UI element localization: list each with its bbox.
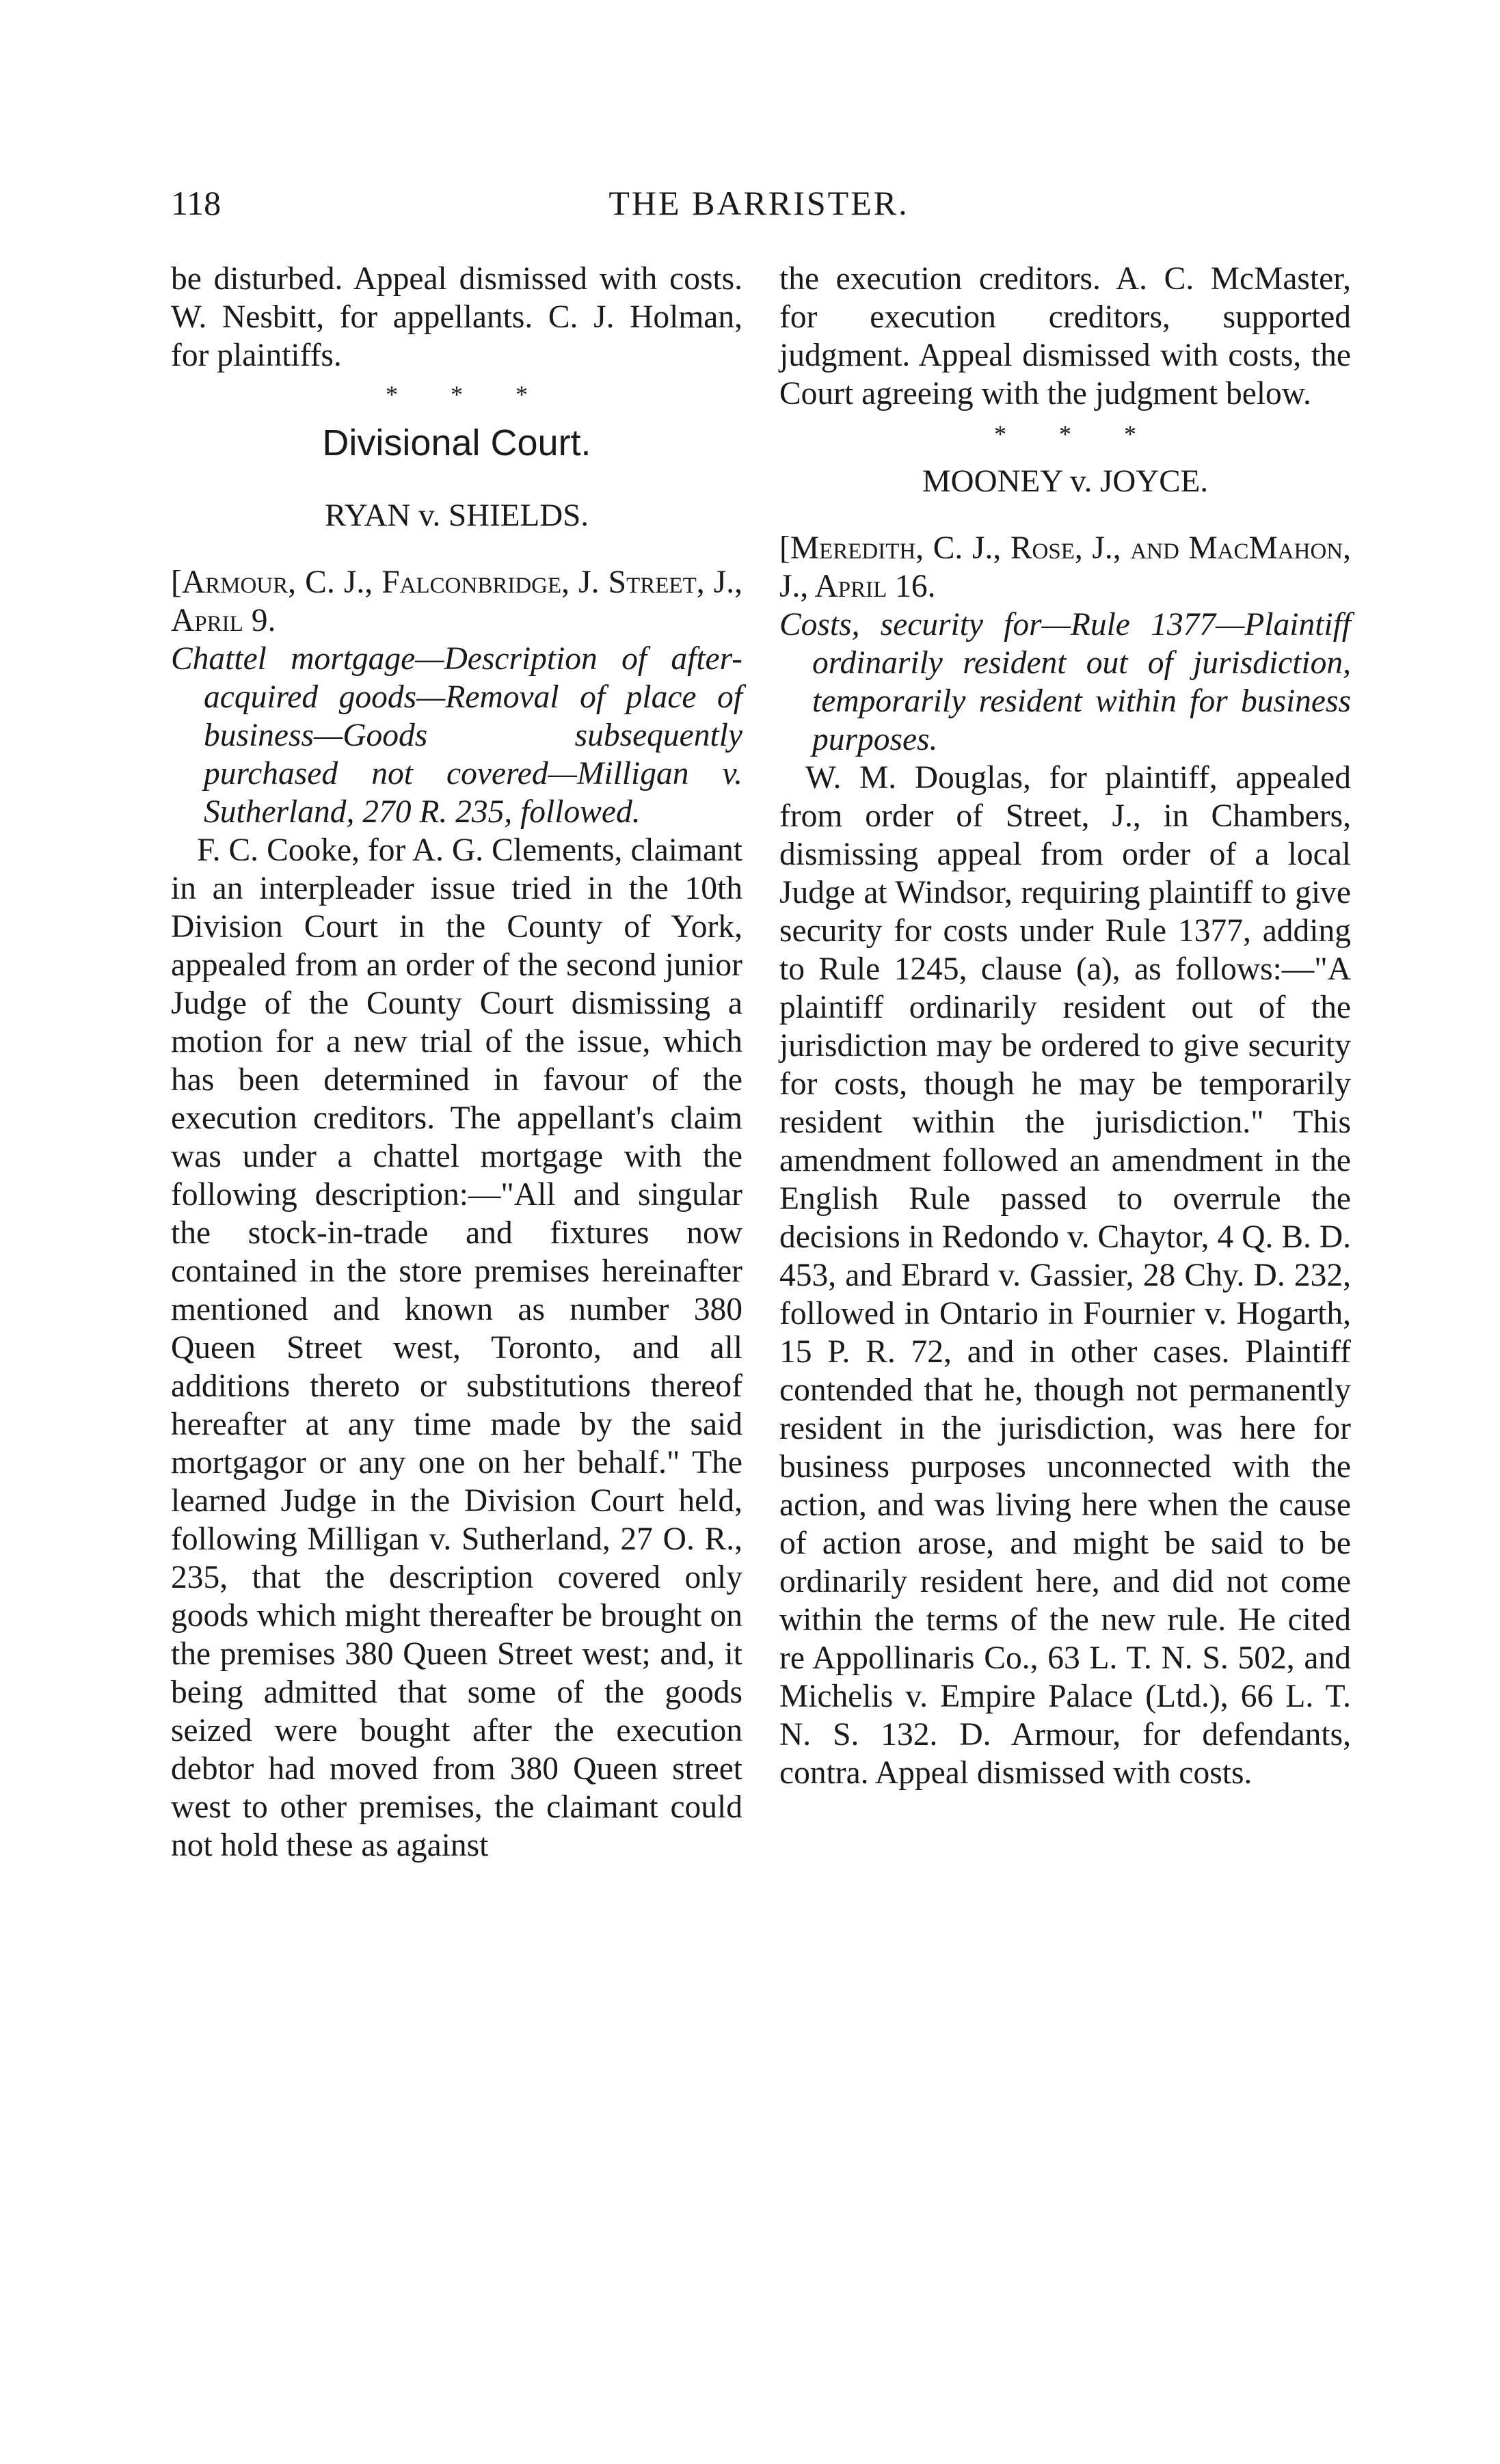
right-continuation-paragraph: the execution creditors. A. C. McMaster, for execution creditors, supported judgment. Appeal dismissed with costs, the Court agreeing with the judgment below. bbox=[779, 261, 1351, 411]
section-separator: * * * bbox=[994, 420, 1160, 448]
section-separator: * * * bbox=[386, 381, 551, 408]
headnote: Costs, security for—Rule 1377—Plaintiff ordinarily resident out of jurisdiction, temporarily resident within for business purposes. bbox=[779, 607, 1351, 757]
judges-line bbox=[779, 529, 1351, 606]
left-continuation-paragraph: be disturbed. Appeal dismissed with costs. W. Nesbitt, for appellants. C. J. Holman, for plaintiffs. bbox=[171, 261, 742, 373]
case-title-mooney-joyce: MOONEY v. JOYCE. bbox=[922, 463, 1209, 499]
left-column bbox=[171, 260, 742, 1865]
judges-line bbox=[171, 563, 742, 640]
case-report-body: W. M. Douglas, for plaintiff, appealed from order of Street, J., in Chambers, dismissing appeal from order of a local Judge at Windsor, requiring plaintiff to give security for costs under Rule 1377, adding to Rule 1245, clause (a), as follows:—"A plaintiff ordinarily resident out of the jurisdiction may be ordered to give security for costs, though he may be temporarily resident within the jurisdiction." This amendment followed an amendment in the English Rule passed to overrule the decisions in Redondo v. Chaytor, 4 Q. B. D. 453, and Ebrard v. Gassier, 28 Chy. D. 232, followed in Ontario in Fournier v. Hogarth, 15 P. R. 72, and in other cases. Plaintiff contended that he, though not permanently resident in the jurisdiction, was here for business purposes unconnected with the action, and was living here when the cause of action arose, and might be said to be ordinarily resident here, and did not come within the terms of the new rule. He cited re Appollinaris Co., 63 L. T. N. S. 502, and Michelis v. Empire Palace (Ltd.), 66 L. T. N. S. 132. D. Armour, for defendants, contra. Appeal dismissed with costs. bbox=[779, 760, 1351, 1791]
case-title-ryan-shields: RYAN v. SHIELDS. bbox=[324, 498, 589, 533]
page-number: 118 bbox=[171, 184, 222, 222]
judges-text: [Meredith, C. J., Rose, J., and MacMahon, J., April 16. bbox=[779, 530, 1351, 604]
court-heading: Divisional Court. bbox=[322, 422, 591, 463]
page-header bbox=[171, 183, 1347, 231]
headnote: Chattel mortgage—Description of after-acquired goods—Removal of place of business—Goods subsequently purchased not covered—Milligan v. Sutherland, 270 R. 235, followed. bbox=[171, 641, 742, 830]
journal-title: THE BARRISTER. bbox=[608, 184, 909, 222]
case-report-body: F. C. Cooke, for A. G. Clements, claimant in an interpleader issue tried in the 10th Division Court in the County of York, appealed from an order of the second junior Judge of the County Court dismissing a motion for a new trial of the issue, which has been determined in favour of the execution creditors. The appellant's claim was under a chattel mortgage with the following description:—"All and singular the stock-in-trade and fixtures now contained in the store premises hereinafter mentioned and known as number 380 Queen Street west, Toronto, and all additions thereto or substitutions thereof hereafter at any time made by the said mortgagor or any one on her behalf." The learned Judge in the Division Court held, following Milligan v. Sutherland, 27 O. R., 235, that the description covered only goods which might thereafter be brought on the premises 380 Queen Street west; and, it being admitted that some of the goods seized were bought after the execution debtor had moved from 380 Queen street west to other premises, the claimant could not hold these as against bbox=[171, 832, 742, 1863]
right-column bbox=[779, 260, 1351, 1792]
judges-text: [Armour, C. J., Falconbridge, J. Street, J., April 9. bbox=[171, 565, 742, 638]
